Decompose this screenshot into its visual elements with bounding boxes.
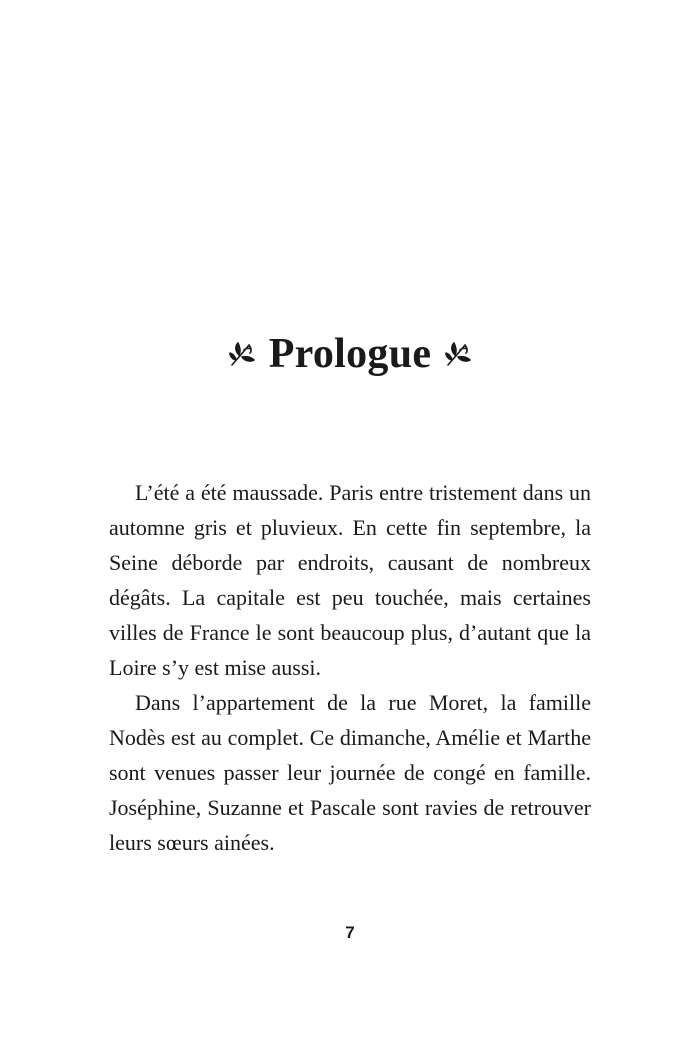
paragraph: Dans l’appartement de la rue Moret, la famille Nodès est au complet. Ce dimanche, Amélie et Marthe sont venues passer leur journée de congé en famille. Joséphine, Suzanne et Pascale sont ravies de retrouver leurs sœurs ainées. [109, 690, 591, 855]
body-text [109, 475, 591, 860]
fleuron-icon [227, 339, 257, 369]
page-number: 7 [345, 923, 355, 942]
chapter-title: Prologue [268, 331, 432, 378]
fleuron-icon [443, 339, 473, 369]
chapter-heading [0, 326, 700, 382]
paragraph: L’été a été maussade. Paris entre tristement dans un automne gris et pluvieux. En cette fin septembre, la Seine déborde par endroits, causant de nombreux dégâts. La capitale est peu touchée, mais certaines villes de France le sont beaucoup plus, d’autant que la Loire s’y est mise aussi. [109, 480, 591, 680]
